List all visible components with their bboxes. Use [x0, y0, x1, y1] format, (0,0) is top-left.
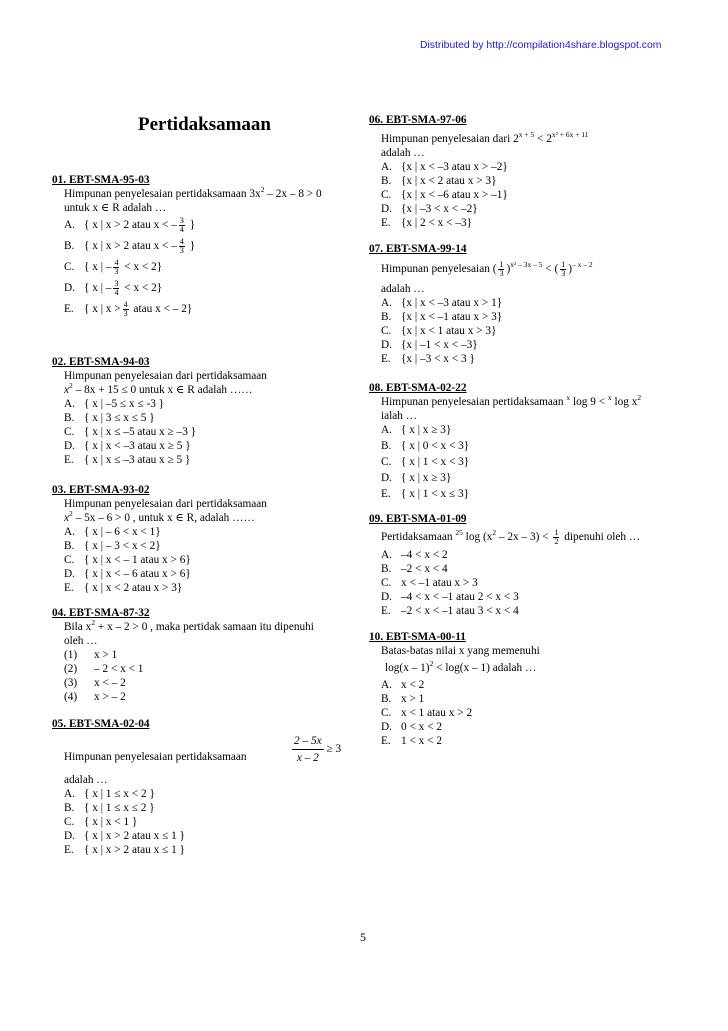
option-d: D. { x | x < –3 atau x ≥ 5 }: [64, 440, 191, 452]
question-text: adalah …: [381, 147, 425, 159]
question-04: [52, 606, 352, 704]
option-b: B. { x | – 3 < x < 2}: [64, 540, 161, 552]
option-c: C. {x | x < 1 atau x > 3}: [381, 325, 497, 337]
question-header: 04. EBT-SMA-87-32: [52, 607, 150, 619]
question-text: Himpunan penyelesaian dari pertidaksamaan: [64, 498, 267, 510]
option-a: A. { x | x > 2 atau x < – $\frac{3}{4}$ }: [64, 215, 196, 234]
option-b: B. –2 < x < 4: [381, 563, 448, 575]
question-text: adalah …: [381, 283, 425, 295]
option-e: E. 1 < x < 2: [381, 735, 442, 747]
question-10: [369, 630, 679, 748]
question-text: untuk x ∈ R adalah …: [64, 202, 167, 214]
option-e: E. –2 < x < –1 atau 3 < x < 4: [381, 605, 519, 617]
inequality-expression: $\frac{2 - 5x}{x - 2}$ ≥ 3: [294, 735, 342, 764]
question-text: Himpunan penyelesaian pertidaksamaan: [64, 751, 247, 763]
option-e: E. { x | 1 < x ≤ 3}: [381, 488, 470, 500]
page-number: 5: [360, 930, 366, 944]
question-05: [52, 717, 352, 857]
question-02: [52, 355, 352, 467]
option-e: E. {x | 2 < x < –3}: [381, 217, 473, 229]
condition-1: (1) x > 1: [64, 649, 118, 661]
question-text: $x^2 - 5x - 6 > 0$ , untuk x ∈ R, adalah ……: [64, 509, 255, 524]
option-d: D. { x | x < – 6 atau x > 6}: [64, 568, 191, 580]
option-d: D. {x | –3 < x < –2}: [381, 203, 478, 215]
option-a: A. {x | x < –3 atau x > 1}: [381, 297, 503, 309]
option-c: C. x < –1 atau x > 3: [381, 577, 478, 589]
option-b: B. { x | x > 2 atau x < – $\frac{4}{3}$ }: [64, 236, 196, 255]
question-header: 02. EBT-SMA-94-03: [52, 356, 150, 368]
option-c: C. x < 1 atau x > 2: [381, 707, 473, 719]
question-text: Bila $x^2 + x - 2 > 0$ , maka pertidak samaan itu dipenuhi: [64, 618, 314, 633]
option-b: B. {x | x < –1 atau x > 3}: [381, 311, 503, 323]
question-08: [369, 381, 679, 503]
question-text: oleh …: [64, 635, 98, 647]
option-c: C. {x | x < –6 atau x > –1}: [381, 189, 508, 201]
question-09: [369, 512, 679, 618]
option-b: B. { x | 3 ≤ x ≤ 5 }: [64, 412, 155, 424]
option-c: C. { x | – $\frac{4}{3}$ < x < 2}: [64, 257, 163, 276]
question-header: 09. EBT-SMA-01-09: [369, 513, 467, 525]
question-text: ialah …: [381, 410, 418, 422]
option-a: A. –4 < x < 2: [381, 549, 448, 561]
option-c: C. { x | x ≤ –5 atau x ≥ –3 }: [64, 426, 197, 438]
question-text: Himpunan penyelesaian pertidaksamaan $^x$ log 9 < $^x$ $\log x^2$: [381, 393, 642, 408]
option-e: E. { x | x < 2 atau x > 3}: [64, 582, 183, 594]
option-e: E. { x | x > $\frac{4}{3}$ atau x < – 2}: [64, 299, 193, 318]
question-header: 06. EBT-SMA-97-06: [369, 114, 467, 126]
question-text: Himpunan penyelesaian pertidaksamaan $3x^2 - 2x - 8 > 0$: [64, 185, 322, 200]
option-b: B. { x | 0 < x < 3}: [381, 440, 470, 452]
question-header: 05. EBT-SMA-02-04: [52, 718, 150, 730]
page-title: Pertidaksamaan: [138, 114, 271, 135]
option-a: A. { x | –5 ≤ x ≤ -3 }: [64, 398, 165, 410]
option-e: E. { x | x ≤ –3 atau x ≥ 5 }: [64, 454, 191, 466]
option-d: D. 0 < x < 2: [381, 721, 442, 733]
option-c: C. { x | x < 1 }: [64, 816, 138, 828]
distributed-by-link[interactable]: Distributed by http://compilation4share.blogspot.com: [420, 40, 662, 51]
option-c: C. { x | 1 < x < 3}: [381, 456, 470, 468]
option-a: A. { x | x ≥ 3}: [381, 424, 452, 436]
option-a: A. {x | x < –3 atau x > –2}: [381, 161, 508, 173]
option-a: A. { x | – 6 < x < 1}: [64, 526, 161, 538]
question-header: 10. EBT-SMA-00-11: [369, 631, 466, 643]
question-header: 01. EBT-SMA-95-03: [52, 174, 150, 186]
option-b: B. {x | x < 2 atau x > 3}: [381, 175, 497, 187]
option-e: E. {x | –3 < x < 3 }: [381, 353, 475, 365]
condition-3: (3) x < – 2: [64, 677, 126, 689]
question-header: 08. EBT-SMA-02-22: [369, 382, 467, 394]
option-d: D. { x | x > 2 atau x ≤ 1 }: [64, 830, 185, 842]
question-01: [52, 173, 352, 320]
question-06: [369, 113, 679, 230]
question-header: 07. EBT-SMA-99-14: [369, 243, 467, 255]
question-text: log(x – 1)$^2$ < log(x – 1) adalah …: [385, 659, 537, 674]
option-b: B. { x | 1 ≤ x ≤ 2 }: [64, 802, 155, 814]
question-text: adalah …: [64, 774, 108, 786]
condition-2: (2) – 2 < x < 1: [64, 663, 144, 675]
option-d: D. –4 < x < –1 atau 2 < x < 3: [381, 591, 519, 603]
question-03: [52, 483, 352, 595]
question-text: Himpunan penyelesaian ( $\frac{1}{3}$ )$^{x^2 - 3x - 5}$ < ( $\frac{1}{3}$ )$^{- x - 2}$: [381, 259, 593, 278]
option-b: B. x > 1: [381, 693, 425, 705]
option-a: A. { x | 1 ≤ x < 2 }: [64, 788, 155, 800]
question-text: Pertidaksamaan $^{25}$ $\log (x^2 - 2x - 3)$ < $\frac{1}{2}$ dipenuhi oleh …: [381, 527, 641, 546]
option-d: D. {x | –1 < x < –3}: [381, 339, 478, 351]
question-text: Himpunan penyelesaian dari pertidaksamaan: [64, 370, 267, 382]
condition-4: (4) x > – 2: [64, 691, 126, 703]
question-07: [369, 242, 679, 366]
option-c: C. { x | x < – 1 atau x > 6}: [64, 554, 191, 566]
question-text: $x^2 - 8x + 15 \le 0$ untuk x ∈ R adalah ……: [64, 381, 253, 396]
option-a: A. x < 2: [381, 679, 425, 691]
option-d: D. { x | x ≥ 3}: [381, 472, 452, 484]
option-d: D. { x | – $\frac{3}{4}$ < x < 2}: [64, 278, 163, 297]
option-e: E. { x | x > 2 atau x ≤ 1 }: [64, 844, 185, 856]
question-text: Himpunan penyelesaian dari $2^{x + 5} < 2^{x^2 + 6x + 11}$: [381, 130, 589, 145]
question-text: Batas-batas nilai x yang memenuhi: [381, 645, 540, 657]
question-header: 03. EBT-SMA-93-02: [52, 484, 150, 496]
